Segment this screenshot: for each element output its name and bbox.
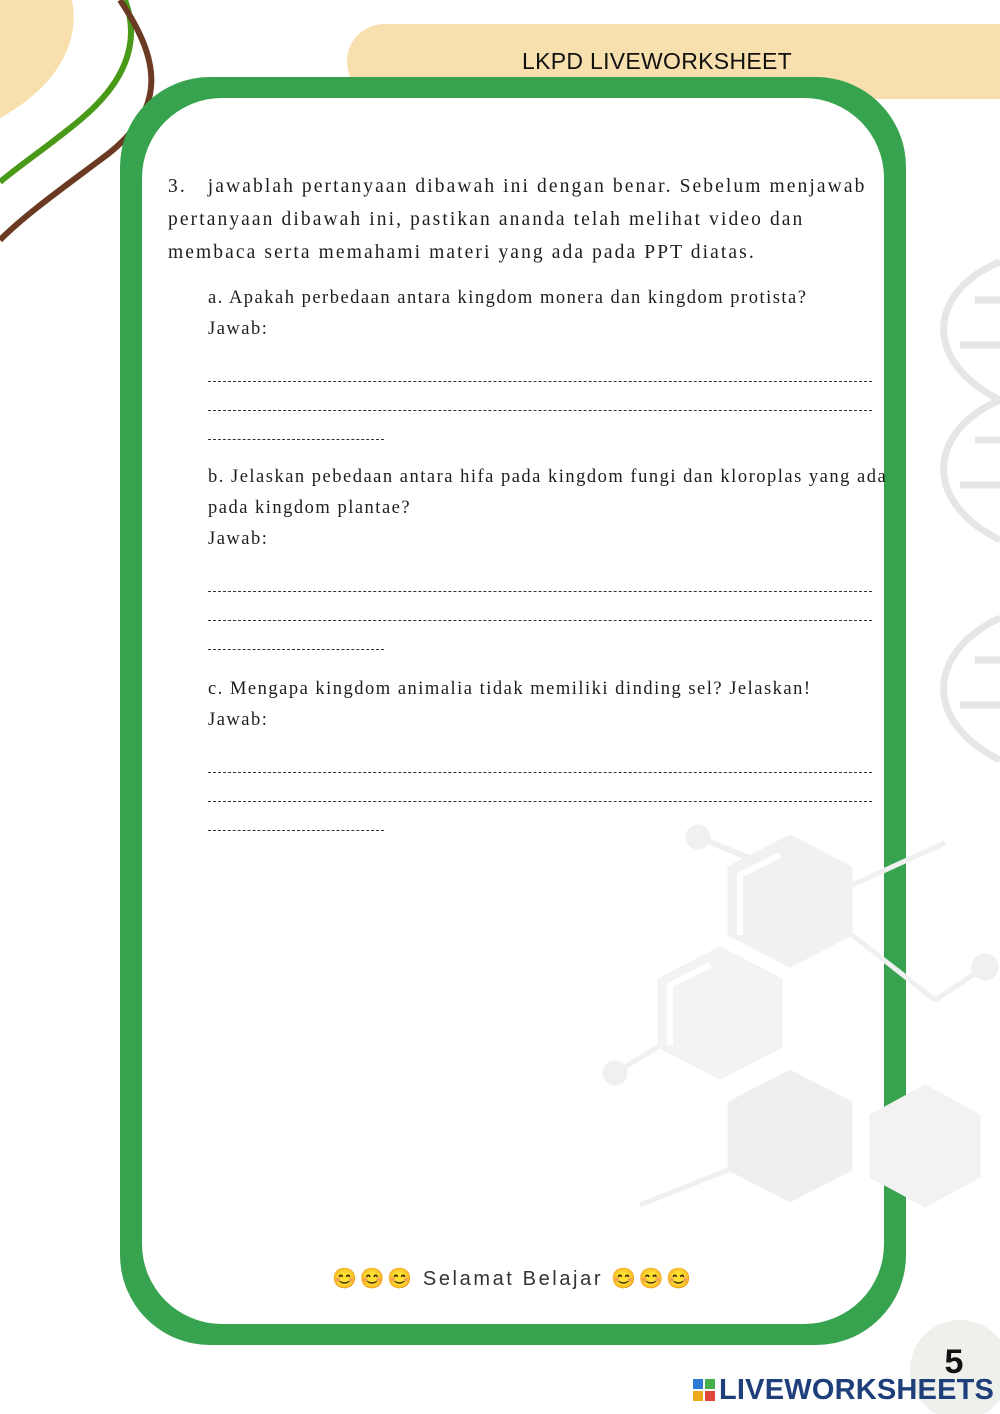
- answer-line: [208, 563, 872, 592]
- answer-label: Jawab:: [208, 710, 269, 730]
- header-title: LKPD LIVEWORKSHEET: [522, 48, 792, 74]
- answer-field[interactable]: [208, 744, 888, 831]
- answer-line: [208, 353, 872, 382]
- answer-line: [208, 802, 384, 831]
- answer-field[interactable]: [208, 563, 888, 650]
- answer-label: Jawab:: [208, 319, 269, 339]
- instruction-paragraph: [168, 170, 878, 269]
- footer-greeting: 😊😊😊 Selamat Belajar 😊😊😊: [332, 1268, 694, 1290]
- answer-line: [208, 592, 872, 621]
- answer-line: [208, 621, 384, 650]
- instruction-number: 3.: [168, 176, 187, 197]
- question-text: c. Mengapa kingdom animalia tidak memiliki dinding sel? Jelaskan!: [208, 679, 812, 699]
- question-b: [208, 462, 888, 650]
- answer-line: [208, 773, 872, 802]
- answer-line: [208, 382, 872, 411]
- question-a: [208, 283, 888, 440]
- worksheet-content: [168, 170, 888, 831]
- answer-label: Jawab:: [208, 529, 269, 549]
- instruction-text: jawablah pertanyaan dibawah ini dengan benar. Sebelum menjawab pertanyaan dibawah ini, pastikan ananda telah melihat video dan membaca serta memahami materi yang ada pada PPT diatas.: [168, 176, 867, 263]
- dna-decoration: [944, 262, 1000, 760]
- answer-line: [208, 744, 872, 773]
- question-text: a. Apakah perbedaan antara kingdom monera dan kingdom protista?: [208, 288, 808, 308]
- liveworksheets-logo[interactable]: [692, 1374, 994, 1406]
- corner-blob: [0, 0, 74, 118]
- page-number: 5: [944, 1343, 964, 1381]
- liveworksheets-icon: [692, 1378, 716, 1402]
- answer-field[interactable]: [208, 353, 888, 440]
- brand-name: LIVEWORKSHEETS: [719, 1373, 995, 1406]
- molecule-watermark: [590, 815, 1000, 1235]
- question-text: b. Jelaskan pebedaan antara hifa pada kingdom fungi dan kloroplas yang ada pada kingdom plantae?: [208, 467, 888, 518]
- answer-line: [208, 411, 384, 440]
- question-c: [208, 674, 888, 831]
